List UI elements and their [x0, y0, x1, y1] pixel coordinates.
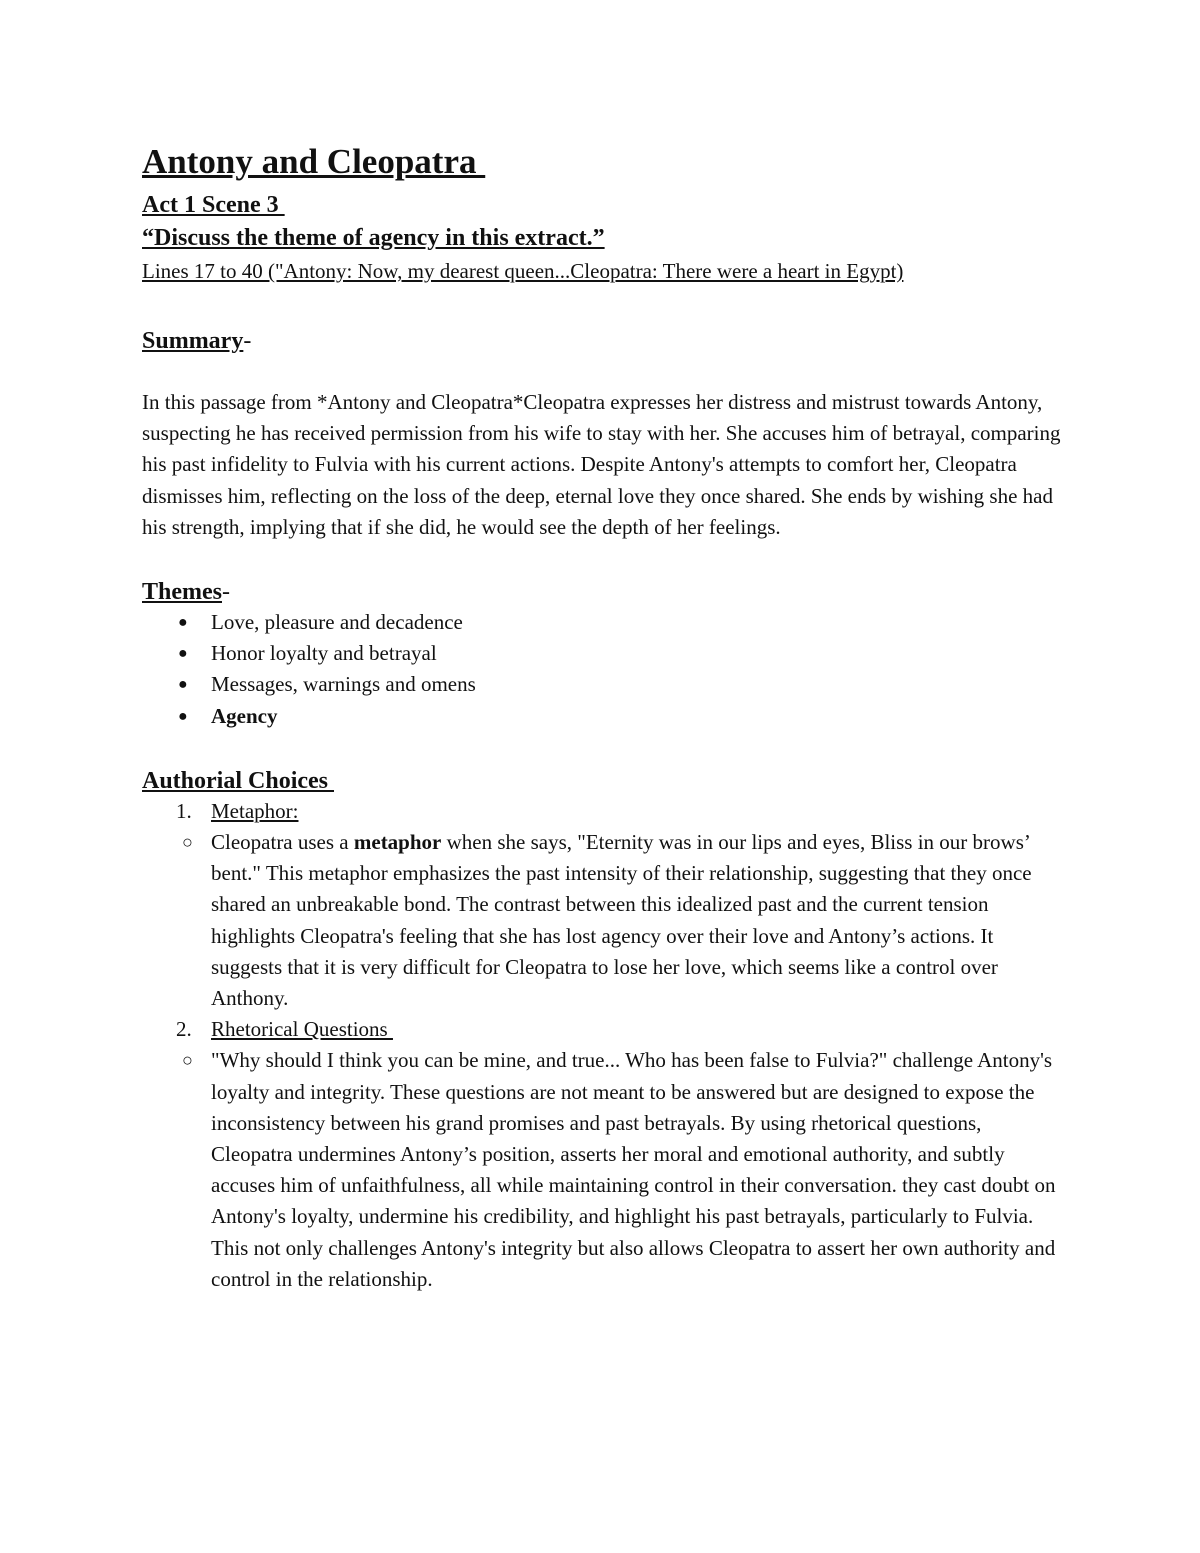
- authorial-heading: [142, 766, 1062, 796]
- themes-heading: [142, 577, 1062, 607]
- theme-item: [142, 701, 1062, 732]
- sub-bullet-icon: ○: [182, 1050, 193, 1071]
- bullet-icon: ●: [178, 645, 188, 663]
- lines-reference: Lines 17 to 40 ("Antony: Now, my dearest queen...Cleopatra: There were a heart in Egypt): [142, 259, 904, 283]
- essay-prompt: “Discuss the theme of agency in this extract.”: [142, 225, 605, 251]
- choice-number: 2.: [176, 1017, 192, 1042]
- authorial-choices-list: [142, 796, 1062, 1295]
- theme-text: Love, pleasure and decadence: [211, 610, 463, 635]
- theme-text: Agency: [211, 703, 278, 728]
- choice-detail: [142, 1045, 1062, 1295]
- bullet-icon: ●: [178, 676, 188, 694]
- summary-heading: [142, 326, 1062, 356]
- act-scene-heading: Act 1 Scene 3: [142, 192, 285, 218]
- choice-text-after: when she says, "Eternity was in our lips and eyes, Bliss in our brows’ bent." This metaphor emphasizes the past intensity of their relationship, suggesting that they once shared an unbreakable bond. The contrast between this idealized past and the current tension highlights Cleopatra's feeling that she has lost agency over their love and Antony’s actions. It suggests that it is very difficult for Cleopatra to lose her love, which seems like a control over Anthony.: [211, 830, 1032, 1011]
- bullet-icon: ●: [178, 707, 188, 725]
- theme-item: [142, 638, 1062, 669]
- theme-item: [142, 607, 1062, 638]
- choice-title: Rhetorical Questions: [211, 1017, 393, 1042]
- choice-detail: [142, 827, 1062, 1014]
- document-title: Antony and Cleopatra: [142, 142, 486, 181]
- bullet-icon: ●: [178, 614, 188, 632]
- authorial-heading-text: Authorial Choices: [142, 767, 334, 794]
- themes-list: [142, 607, 1062, 732]
- choice-text: "Why should I think you can be mine, and true... Who has been false to Fulvia?" challenge Antony's loyalty and integrity. These questions are not meant to be answered but are designed to expose the inconsistency between his grand promises and past betrayals. By using rhetorical questions, Cleopatra undermines Antony’s position, asserts her moral and emotional authority, and subtly accuses him of unfaithfulness, all while maintaining control in their conversation. they cast doubt on Antony's loyalty, undermine his credibility, and highlight his past betrayals, particularly to Fulvia. This not only challenges Antony's integrity but also allows Cleopatra to assert her own authority and control in the relationship.: [211, 1048, 1056, 1291]
- choice-title: Metaphor:: [211, 798, 299, 823]
- summary-paragraph: In this passage from *Antony and Cleopatra*Cleopatra expresses her distress and mistrust towards Antony, suspecting he has received permission from his wife to stay with her. She accuses him of betrayal, comparing his past infidelity to Fulvia with his current actions. Despite Antony's attempts to comfort her, Cleopatra dismisses him, reflecting on the loss of the deep, eternal love they once shared. She ends by wishing she had his strength, implying that if she did, he would see the depth of her feelings.: [142, 390, 1061, 539]
- theme-item: [142, 669, 1062, 700]
- themes-heading-text: Themes: [142, 579, 222, 606]
- choice-item: [142, 796, 1062, 1014]
- summary-heading-suffix: -: [243, 328, 252, 354]
- summary-heading-text: Summary: [142, 328, 244, 354]
- choice-item: [142, 1014, 1062, 1295]
- document-page: [142, 140, 1062, 1295]
- sub-bullet-icon: ○: [182, 832, 193, 853]
- theme-text: Messages, warnings and omens: [211, 672, 476, 697]
- themes-heading-suffix: -: [222, 579, 230, 606]
- choice-number: 1.: [176, 798, 192, 823]
- choice-text-before: Cleopatra uses a: [211, 830, 354, 855]
- theme-text: Honor loyalty and betrayal: [211, 641, 437, 666]
- choice-text-bold: metaphor: [353, 830, 442, 855]
